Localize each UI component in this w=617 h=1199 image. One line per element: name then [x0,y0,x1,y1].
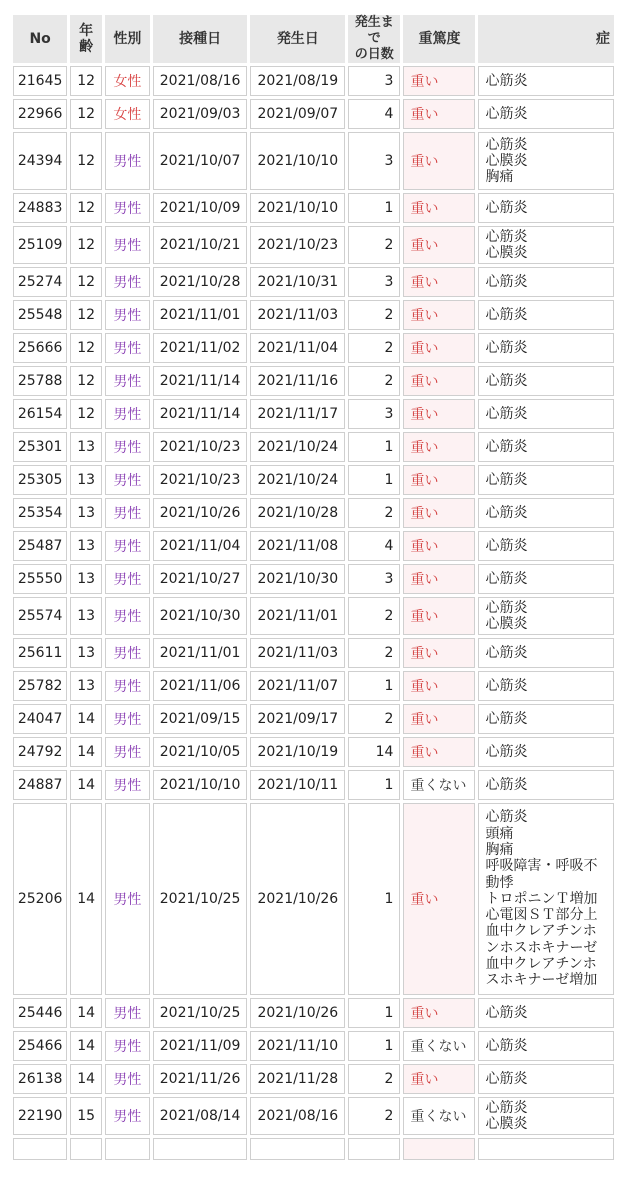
symptom-item: ンホスホキナーゼ [485,939,598,956]
cell-sex: 男性 [105,267,150,297]
table-row [13,1097,614,1135]
cell-empty [250,1138,345,1160]
cell-severity: 重い [403,671,475,701]
cell-age: 13 [70,465,102,495]
cell-onset-date: 2021/10/19 [250,737,345,767]
cell-symptoms [478,1097,614,1135]
symptom-item: 心筋炎 [485,599,528,616]
cell-onset-date: 2021/10/24 [250,465,345,495]
cell-sex: 男性 [105,638,150,668]
table-row [13,333,614,363]
symptom-item: 心筋炎 [485,504,528,521]
adverse-event-table [10,12,617,1163]
symptom-item: 心筋炎 [485,776,528,793]
cell-days-to-onset: 2 [348,1097,400,1135]
cell-symptoms [478,498,614,528]
symptom-item: 心筋炎 [485,809,528,826]
cell-vaccination-date: 2021/10/28 [153,267,248,297]
cell-onset-date: 2021/10/30 [250,564,345,594]
table-row [13,638,614,668]
cell-onset-date: 2021/10/24 [250,432,345,462]
cell-sex: 男性 [105,531,150,561]
cell-severity: 重い [403,300,475,330]
table-row [13,226,614,264]
symptom-item: 心筋炎 [485,273,528,290]
header-days-line2: の日数 [354,47,394,62]
symptom-item: 心筋炎 [485,1070,528,1087]
cell-vaccination-date: 2021/10/07 [153,132,248,190]
cell-age: 12 [70,193,102,223]
table-row [13,399,614,429]
symptom-item: 胸痛 [485,169,514,186]
cell-no: 25788 [13,366,67,396]
cell-sex: 男性 [105,1097,150,1135]
cell-sex: 男性 [105,333,150,363]
cell-no: 25666 [13,333,67,363]
cell-no: 22190 [13,1097,67,1135]
cell-no: 21645 [13,66,67,96]
cell-symptoms [478,531,614,561]
cell-symptoms [478,333,614,363]
cell-days-to-onset: 3 [348,399,400,429]
cell-age: 12 [70,132,102,190]
cell-symptoms [478,597,614,635]
table-row [13,597,614,635]
cell-age: 13 [70,597,102,635]
cell-no: 22966 [13,99,67,129]
table-row [13,671,614,701]
cell-age: 14 [70,1064,102,1094]
cell-severity: 重くない [403,1097,475,1135]
cell-onset-date: 2021/10/28 [250,498,345,528]
cell-days-to-onset: 1 [348,465,400,495]
cell-no: 25574 [13,597,67,635]
cell-age: 12 [70,366,102,396]
symptom-item: 心筋炎 [485,136,528,153]
cell-empty [153,1138,248,1160]
cell-days-to-onset: 2 [348,300,400,330]
cell-onset-date: 2021/11/04 [250,333,345,363]
cell-onset-date: 2021/10/23 [250,226,345,264]
cell-sex: 男性 [105,300,150,330]
cell-symptoms [478,998,614,1028]
cell-onset-date: 2021/10/26 [250,803,345,995]
cell-severity: 重い [403,638,475,668]
symptom-item: 心筋炎 [485,1004,528,1021]
cell-onset-date: 2021/09/17 [250,704,345,734]
symptom-item: 心筋炎 [485,743,528,760]
cell-onset-date: 2021/11/03 [250,638,345,668]
cell-onset-date: 2021/11/10 [250,1031,345,1061]
table-row [13,66,614,96]
cell-onset-date: 2021/11/01 [250,597,345,635]
cell-sex: 男性 [105,803,150,995]
cell-sex: 男性 [105,564,150,594]
symptom-item: 心膜炎 [485,616,528,632]
cell-days-to-onset: 4 [348,99,400,129]
table-row [13,193,614,223]
cell-days-to-onset: 1 [348,770,400,800]
table-row [13,267,614,297]
cell-onset-date: 2021/10/31 [250,267,345,297]
cell-age: 14 [70,737,102,767]
cell-empty [70,1138,102,1160]
cell-onset-date: 2021/10/10 [250,193,345,223]
symptom-item: 心筋炎 [485,199,528,216]
cell-vaccination-date: 2021/10/05 [153,737,248,767]
header-sex: 性別 [105,15,150,63]
cell-age: 12 [70,99,102,129]
cell-sex: 男性 [105,737,150,767]
cell-empty [403,1138,475,1160]
cell-age: 14 [70,1031,102,1061]
cell-sex: 男性 [105,132,150,190]
table-row [13,1031,614,1061]
cell-age: 13 [70,671,102,701]
cell-onset-date: 2021/11/03 [250,300,345,330]
cell-severity: 重い [403,1064,475,1094]
cell-symptoms [478,564,614,594]
table-row [13,564,614,594]
symptom-item: 胸痛 [485,841,514,858]
cell-days-to-onset: 1 [348,432,400,462]
cell-symptoms [478,300,614,330]
symptom-item: 心膜炎 [485,1116,528,1132]
symptom-item: 心筋炎 [485,1037,528,1054]
cell-vaccination-date: 2021/10/25 [153,998,248,1028]
header-vaccination-date: 接種日 [153,15,248,63]
cell-sex: 男性 [105,465,150,495]
cell-sex: 男性 [105,498,150,528]
cell-sex: 男性 [105,366,150,396]
cell-vaccination-date: 2021/11/01 [153,300,248,330]
cell-no: 24394 [13,132,67,190]
cell-days-to-onset: 1 [348,1031,400,1061]
cell-severity: 重い [403,998,475,1028]
cell-symptoms [478,193,614,223]
cell-vaccination-date: 2021/09/15 [153,704,248,734]
cell-age: 14 [70,998,102,1028]
cell-onset-date: 2021/10/11 [250,770,345,800]
symptom-item: 動悸 [485,874,514,891]
cell-vaccination-date: 2021/10/10 [153,770,248,800]
symptom-item: 心筋炎 [485,72,528,89]
cell-vaccination-date: 2021/11/14 [153,366,248,396]
table-row-partial [13,1138,614,1160]
cell-severity: 重い [403,66,475,96]
table-row [13,498,614,528]
cell-age: 14 [70,803,102,995]
cell-severity: 重い [403,193,475,223]
cell-severity: 重い [403,465,475,495]
cell-symptoms [478,803,614,995]
cell-age: 14 [70,770,102,800]
header-severity: 重篤度 [403,15,475,63]
table-row [13,803,614,995]
symptom-item: 心筋炎 [485,306,528,323]
cell-no: 25206 [13,803,67,995]
symptom-item: トロポニンＴ増加 [485,890,598,907]
cell-sex: 男性 [105,1031,150,1061]
cell-vaccination-date: 2021/11/26 [153,1064,248,1094]
table-body [13,66,614,1160]
cell-age: 12 [70,267,102,297]
cell-days-to-onset: 2 [348,226,400,264]
cell-no: 25109 [13,226,67,264]
table-row [13,998,614,1028]
cell-severity: 重い [403,333,475,363]
cell-days-to-onset: 2 [348,597,400,635]
cell-no: 24887 [13,770,67,800]
symptom-item: 心筋炎 [485,1099,528,1116]
symptom-item: 呼吸障害・呼吸不 [485,858,598,875]
cell-symptoms [478,66,614,96]
symptom-item: 血中クレアチンホ [485,923,597,940]
table-row [13,770,614,800]
header-days-line1: 発生まで [354,15,394,46]
cell-onset-date: 2021/09/07 [250,99,345,129]
cell-no: 25466 [13,1031,67,1061]
cell-days-to-onset: 2 [348,704,400,734]
symptom-item: 心筋炎 [485,677,528,694]
cell-severity: 重い [403,99,475,129]
cell-onset-date: 2021/11/17 [250,399,345,429]
cell-severity: 重い [403,366,475,396]
cell-severity: 重い [403,803,475,995]
cell-onset-date: 2021/10/10 [250,132,345,190]
cell-symptoms [478,1031,614,1061]
cell-no: 25782 [13,671,67,701]
cell-sex: 男性 [105,432,150,462]
cell-vaccination-date: 2021/10/09 [153,193,248,223]
cell-vaccination-date: 2021/10/25 [153,803,248,995]
cell-vaccination-date: 2021/10/23 [153,432,248,462]
cell-empty [13,1138,67,1160]
cell-symptoms [478,226,614,264]
cell-no: 25548 [13,300,67,330]
cell-severity: 重い [403,132,475,190]
symptom-item: 心筋炎 [485,570,528,587]
cell-vaccination-date: 2021/10/30 [153,597,248,635]
cell-vaccination-date: 2021/11/02 [153,333,248,363]
cell-days-to-onset: 2 [348,333,400,363]
cell-onset-date: 2021/11/16 [250,366,345,396]
header-symptoms: 症 [478,15,614,63]
cell-empty [478,1138,614,1160]
cell-age: 15 [70,1097,102,1135]
symptom-item: 心筋炎 [485,644,528,661]
cell-days-to-onset: 2 [348,498,400,528]
symptom-item: 心電図ＳＴ部分上 [485,907,598,924]
cell-age: 12 [70,333,102,363]
cell-sex: 女性 [105,99,150,129]
symptom-item: 心膜炎 [485,245,528,261]
cell-symptoms [478,366,614,396]
cell-sex: 男性 [105,226,150,264]
cell-no: 25550 [13,564,67,594]
cell-days-to-onset: 3 [348,66,400,96]
cell-vaccination-date: 2021/08/16 [153,66,248,96]
symptom-item: 頭痛 [485,825,514,842]
cell-symptoms [478,465,614,495]
cell-days-to-onset: 3 [348,267,400,297]
cell-symptoms [478,770,614,800]
cell-vaccination-date: 2021/08/14 [153,1097,248,1135]
cell-severity: 重い [403,432,475,462]
cell-sex: 男性 [105,704,150,734]
cell-no: 25354 [13,498,67,528]
cell-symptoms [478,737,614,767]
table-header-row [13,15,614,63]
cell-symptoms [478,704,614,734]
cell-days-to-onset: 4 [348,531,400,561]
header-onset-date: 発生日 [250,15,345,63]
cell-no: 24792 [13,737,67,767]
cell-vaccination-date: 2021/11/06 [153,671,248,701]
cell-sex: 男性 [105,671,150,701]
cell-days-to-onset: 2 [348,366,400,396]
cell-symptoms [478,638,614,668]
cell-sex: 女性 [105,66,150,96]
cell-severity: 重くない [403,1031,475,1061]
cell-symptoms [478,399,614,429]
cell-no: 25487 [13,531,67,561]
cell-vaccination-date: 2021/11/14 [153,399,248,429]
table-row [13,432,614,462]
cell-age: 12 [70,300,102,330]
cell-age: 13 [70,498,102,528]
table-row [13,465,614,495]
cell-no: 26138 [13,1064,67,1094]
cell-onset-date: 2021/08/16 [250,1097,345,1135]
cell-age: 13 [70,564,102,594]
cell-no: 25611 [13,638,67,668]
symptom-item: 心筋炎 [485,339,528,356]
cell-age: 13 [70,432,102,462]
symptom-item: 心筋炎 [485,228,528,245]
cell-empty [105,1138,150,1160]
cell-severity: 重くない [403,770,475,800]
table-row [13,99,614,129]
cell-symptoms [478,671,614,701]
symptom-item: 心筋炎 [485,471,528,488]
cell-no: 25301 [13,432,67,462]
table-row [13,531,614,561]
cell-sex: 男性 [105,998,150,1028]
cell-severity: 重い [403,737,475,767]
header-no: No [13,15,67,63]
cell-onset-date: 2021/11/08 [250,531,345,561]
cell-age: 12 [70,66,102,96]
cell-severity: 重い [403,564,475,594]
cell-days-to-onset: 2 [348,1064,400,1094]
cell-no: 24883 [13,193,67,223]
table-row [13,704,614,734]
cell-vaccination-date: 2021/11/09 [153,1031,248,1061]
cell-days-to-onset: 3 [348,132,400,190]
cell-onset-date: 2021/10/26 [250,998,345,1028]
cell-sex: 男性 [105,597,150,635]
cell-onset-date: 2021/11/28 [250,1064,345,1094]
cell-symptoms [478,132,614,190]
cell-days-to-onset: 2 [348,638,400,668]
cell-age: 13 [70,638,102,668]
cell-severity: 重い [403,226,475,264]
cell-no: 26154 [13,399,67,429]
cell-age: 14 [70,704,102,734]
cell-severity: 重い [403,498,475,528]
header-age: 年齢 [70,15,102,63]
cell-sex: 男性 [105,399,150,429]
cell-no: 25274 [13,267,67,297]
cell-onset-date: 2021/08/19 [250,66,345,96]
cell-symptoms [478,267,614,297]
cell-symptoms [478,99,614,129]
table-row [13,1064,614,1094]
cell-sex: 男性 [105,1064,150,1094]
cell-severity: 重い [403,399,475,429]
table-row [13,366,614,396]
cell-no: 24047 [13,704,67,734]
symptom-item: 心筋炎 [485,710,528,727]
cell-onset-date: 2021/11/07 [250,671,345,701]
cell-days-to-onset: 1 [348,998,400,1028]
symptom-item: スホキナーゼ増加 [485,972,598,989]
cell-age: 12 [70,226,102,264]
symptom-item: 心膜炎 [485,152,528,169]
table-row [13,300,614,330]
cell-vaccination-date: 2021/11/04 [153,531,248,561]
cell-severity: 重い [403,267,475,297]
cell-severity: 重い [403,597,475,635]
table-row [13,737,614,767]
cell-empty [348,1138,400,1160]
cell-sex: 男性 [105,770,150,800]
cell-age: 13 [70,531,102,561]
cell-symptoms [478,432,614,462]
cell-symptoms [478,1064,614,1094]
cell-severity: 重い [403,704,475,734]
header-days-to-onset [348,15,400,63]
symptom-item: 心筋炎 [485,537,528,554]
cell-age: 12 [70,399,102,429]
cell-vaccination-date: 2021/10/21 [153,226,248,264]
cell-vaccination-date: 2021/10/26 [153,498,248,528]
symptom-item: 心筋炎 [485,372,528,389]
cell-no: 25305 [13,465,67,495]
cell-no: 25446 [13,998,67,1028]
cell-severity: 重い [403,531,475,561]
cell-days-to-onset: 1 [348,671,400,701]
cell-days-to-onset: 1 [348,193,400,223]
cell-vaccination-date: 2021/11/01 [153,638,248,668]
cell-vaccination-date: 2021/09/03 [153,99,248,129]
cell-days-to-onset: 14 [348,737,400,767]
cell-sex: 男性 [105,193,150,223]
symptom-item: 心筋炎 [485,405,528,422]
symptom-item: 心筋炎 [485,105,528,122]
cell-days-to-onset: 1 [348,803,400,995]
table-row [13,132,614,190]
cell-vaccination-date: 2021/10/23 [153,465,248,495]
symptom-item: 血中クレアチンホ [485,956,597,973]
symptom-item: 心筋炎 [485,438,528,455]
cell-vaccination-date: 2021/10/27 [153,564,248,594]
cell-days-to-onset: 3 [348,564,400,594]
